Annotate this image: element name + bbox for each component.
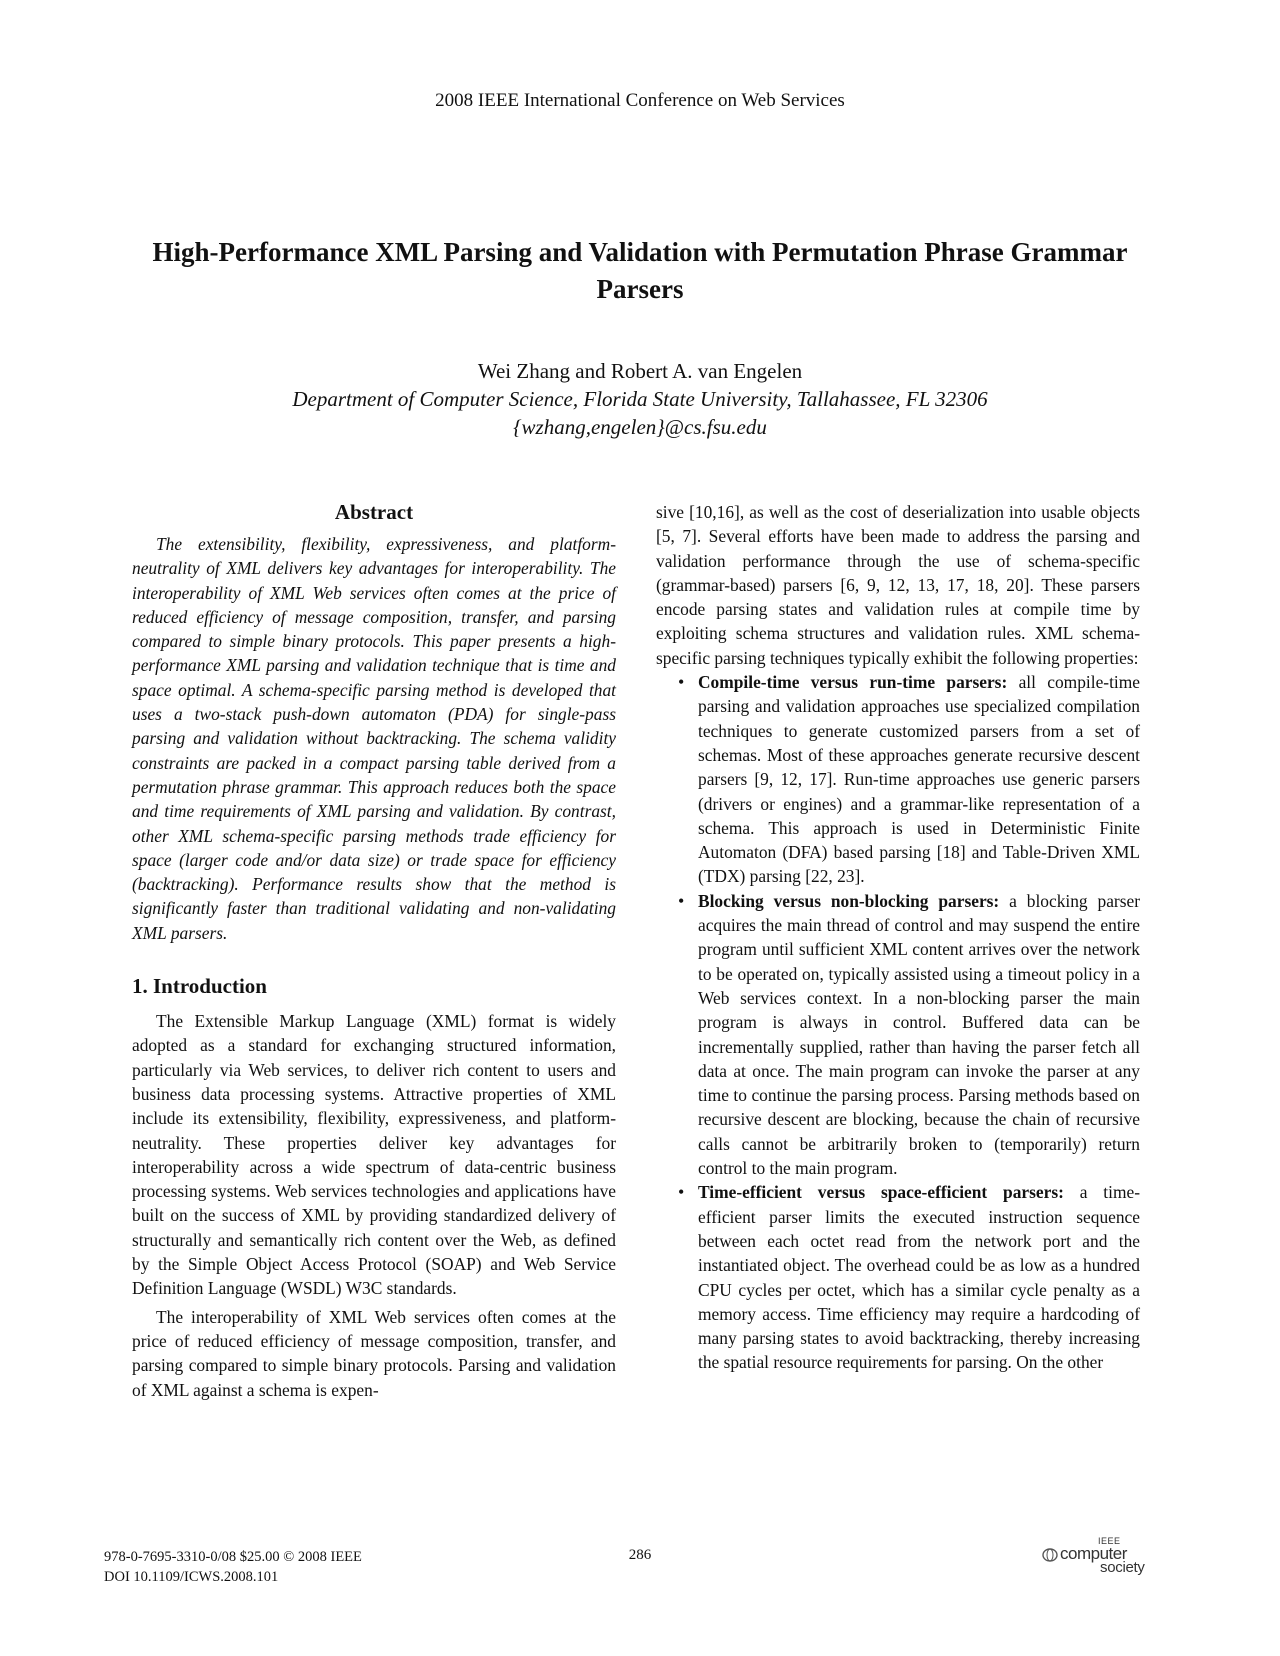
page-number: 286 [628, 1547, 652, 1563]
footer-publication-info [104, 1547, 362, 1587]
introduction-paragraph-1: The Extensible Markup Language (XML) format is widely adopted as a standard for exchanging structured information, particularly via Web services, to deliver rich content to users and business data processing systems. Attractive properties of XML include its extensibility, flexibility, expressiveness, and platform-neutrality. These properties deliver key advantages for interoperability across a wide spectrum of data-centric business processing systems. Web services technologies and applications have built on the success of XML by providing standardized delivery of structurally and semantically rich content over the Web, as defined by the Simple Object Access Protocol (SOAP) and Web Service Definition Language (WSDL) W3C standards. [132, 1011, 616, 1299]
conference-header: 2008 IEEE International Conference on Web Services [435, 90, 845, 111]
introduction-heading: 1. Introduction [132, 974, 267, 999]
list-item [698, 1180, 1140, 1374]
list-item [698, 889, 1140, 1181]
bullet-title: Compile-time versus run-time parsers: [698, 672, 1008, 693]
bullet-text: all compile-time parsing and validation approaches use specialized compilation techniques to generate customized parsers from a set of schemas. Most of these approaches generate recursive descent parsers [9, 12, 17]. Run-time approaches use generic parsers (drivers or engines) and a grammar-like representation of a schema. This approach is used in Deterministic Finite Automaton (DFA) based parsing [18] and Table-Driven XML (TDX) parsing [22, 23]. [698, 672, 1140, 887]
property-list [656, 670, 1140, 1375]
bullet-title: Blocking versus non-blocking parsers: [698, 890, 1000, 911]
introduction-continuation: sive [10,16], as well as the cost of deserialization into usable objects [5, 7]. Several efforts have been made to address the parsing and validation performance through the use of schema-specific (grammar-based) parsers [6, 9, 12, 13, 17, 18, 20]. These parsers encode parsing states and validation rules at compile time by exploiting schema structures and validation rules. XML schema-specific parsing techniques typically exhibit the following properties: [656, 502, 1140, 668]
footer-doi: DOI 10.1109/ICWS.2008.101 [104, 1569, 279, 1585]
ieee-computer-society-logo [1040, 1536, 1160, 1578]
footer-isbn: 978-0-7695-3310-0/08 $25.00 © 2008 IEEE [104, 1549, 362, 1565]
bullet-title: Time-efficient versus space-efficient parsers: [698, 1182, 1064, 1203]
introduction-paragraph-2: The interoperability of XML Web services often comes at the price of reduced efficiency of message composition, transfer, and parsing compared to simple binary protocols. Parsing and validation of XML against a schema is expen- [132, 1306, 616, 1400]
author-names: Wei Zhang and Robert A. van Engelen [477, 359, 803, 383]
logo-computer-text: computer [1060, 1544, 1127, 1563]
logo-ieee-text: IEEE [1098, 1536, 1121, 1546]
author-block [0, 357, 1280, 441]
abstract-heading: Abstract [334, 500, 414, 524]
abstract-text: The extensibility, flexibility, expressiveness, and platform-neutrality of XML delivers key advantages for interoperability. The interoperability of XML Web services often comes at the price of reduced efficiency of message composition, transfer, and parsing compared to simple binary protocols. This paper presents a high-performance XML parsing and validation technique that is time and space optimal. A schema-specific parsing method is developed that uses a two-stack push-down automaton (PDA) for single-pass parsing and validation without backtracking. The schema validity constraints are packed in a compact parsing table derived from a permutation phrase grammar. This approach reduces both the space and time requirements of XML parsing and validation. By contrast, other XML schema-specific parsing methods trade efficiency for space (larger code and/or data size) or trade space for efficiency (backtracking). Performance results show that the method is significantly faster than traditional validating and non-validating XML parsers. [132, 534, 616, 943]
author-email: {wzhang,engelen}@cs.fsu.edu [513, 415, 767, 439]
paper-title: High-Performance XML Parsing and Validation with Permutation Phrase Grammar Parsers [152, 237, 1128, 304]
logo-society-text: society [1100, 1559, 1145, 1576]
left-column [132, 500, 616, 1406]
author-affiliation: Department of Computer Science, Florida State University, Tallahassee, FL 32306 [292, 387, 988, 411]
bullet-text: a blocking parser acquires the main thread of control and may suspend the entire program until sufficient XML content arrives over the network to be operated on, typically assisted using a timeout policy in a Web services context. In a non-blocking parser the main program is always in control. Buffered data can be incrementally supplied, rather than having the parser fetch all data at once. The main program can invoke the parser at any time to continue the parsing process. Parsing methods based on recursive descent are blocking, because the chain of recursive calls cannot be arbitrarily broken to (temporarily) return control to the main program. [698, 890, 1140, 1179]
right-column [656, 500, 1140, 1375]
list-item [698, 670, 1140, 889]
computer-society-mark-icon [1042, 1548, 1060, 1562]
bullet-text: a time-efficient parser limits the executed instruction sequence between each octet read from the network port and the instantiated object. The overhead could be as low as a hundred CPU cycles per octet, which has a similar cycle penalty as a memory access. Time efficiency may require a hardcoding of many parsing states to avoid backtracking, thereby increasing the spatial resource requirements for parsing. On the other [698, 1182, 1140, 1373]
